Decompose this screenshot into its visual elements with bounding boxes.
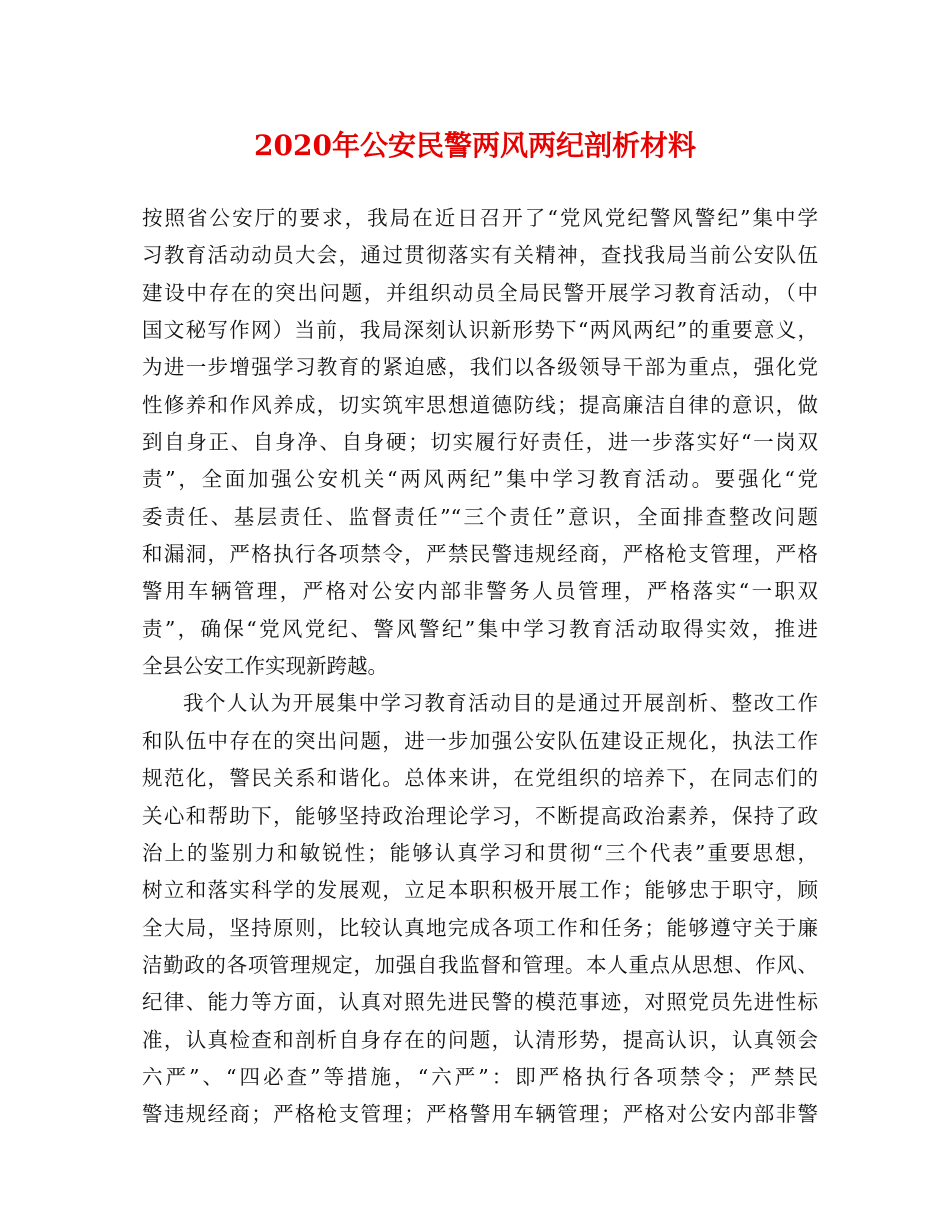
text-line: 建设中存在的突出问题，并组织动员全局民警开展学习教育活动，（中 [142, 280, 818, 305]
text-line: 国文秘写作网）当前，我局深刻认识新形势下“两风两纪”的重要意义， [142, 318, 818, 343]
text-line: 纪律、能力等方面，认真对照先进民警的模范事迹，对照党员先进性标 [142, 990, 818, 1015]
text-line: 治上的鉴别力和敏锐性；能够认真学习和贯彻“三个代表”重要思想， [142, 840, 818, 865]
text-line: 警用车辆管理，严格对公安内部非警务人员管理，严格落实“一职双 [142, 579, 818, 604]
text-line: 警违规经商；严格枪支管理；严格警用车辆管理；严格对公安内部非警 [142, 1102, 818, 1127]
text-line: 和漏洞，严格执行各项禁令，严禁民警违规经商，严格枪支管理，严格 [142, 542, 818, 567]
document-body [142, 200, 818, 1134]
text-line: 准，认真检查和剖析自身存在的问题，认清形势，提高认识，认真领会 [142, 1027, 818, 1052]
text-line: 为进一步增强学习教育的紧迫感，我们以各级领导干部为重点，强化党 [142, 355, 818, 380]
paragraph-2 [142, 685, 818, 1133]
text-line: 委责任、基层责任、监督责任”“三个责任”意识，全面排查整改问题 [142, 504, 818, 529]
text-line: 全县公安工作实现新跨越。 [142, 654, 388, 679]
text-line: 责”，确保“党风党纪、警风警纪”集中学习教育活动取得实效，推进 [142, 616, 818, 641]
text-line: 和队伍中存在的突出问题，进一步加强公安队伍建设正规化，执法工作 [142, 728, 818, 753]
text-line: 到自身正、自身净、自身硬；切实履行好责任，进一步落实好“一岗双 [142, 430, 818, 455]
text-line: 规范化，警民关系和谐化。总体来讲，在党组织的培养下，在同志们的 [142, 766, 818, 791]
document-title: 2020年公安民警两风两纪剖析材料 [254, 129, 696, 162]
text-line: 关心和帮助下，能够坚持政治理论学习，不断提高政治素养，保持了政 [142, 803, 818, 828]
text-line: 洁勤政的各项管理规定，加强自我监督和管理。本人重点从思想、作风、 [142, 952, 818, 977]
text-line: 全大局，坚持原则，比较认真地完成各项工作和任务；能够遵守关于廉 [142, 915, 818, 940]
text-line: 习教育活动动员大会，通过贯彻落实有关精神，查找我局当前公安队伍 [142, 243, 818, 268]
text-line: 我个人认为开展集中学习教育活动目的是通过开展剖析、整改工作 [183, 691, 818, 716]
text-line: 性修养和作风养成，切实筑牢思想道德防线；提高廉洁自律的意识，做 [142, 392, 818, 417]
text-line: 树立和落实科学的发展观，立足本职积极开展工作；能够忠于职守，顾 [142, 878, 818, 903]
paragraph-1 [142, 200, 818, 685]
text-line: 按照省公安厅的要求，我局在近日召开了“党风党纪警风警纪”集中学 [142, 206, 818, 230]
text-line: 责”，全面加强公安机关“两风两纪”集中学习教育活动。要强化“党 [142, 467, 818, 492]
text-line: 六严”、“四必查”等措施，“六严”：即严格执行各项禁令；严禁民 [142, 1064, 818, 1089]
